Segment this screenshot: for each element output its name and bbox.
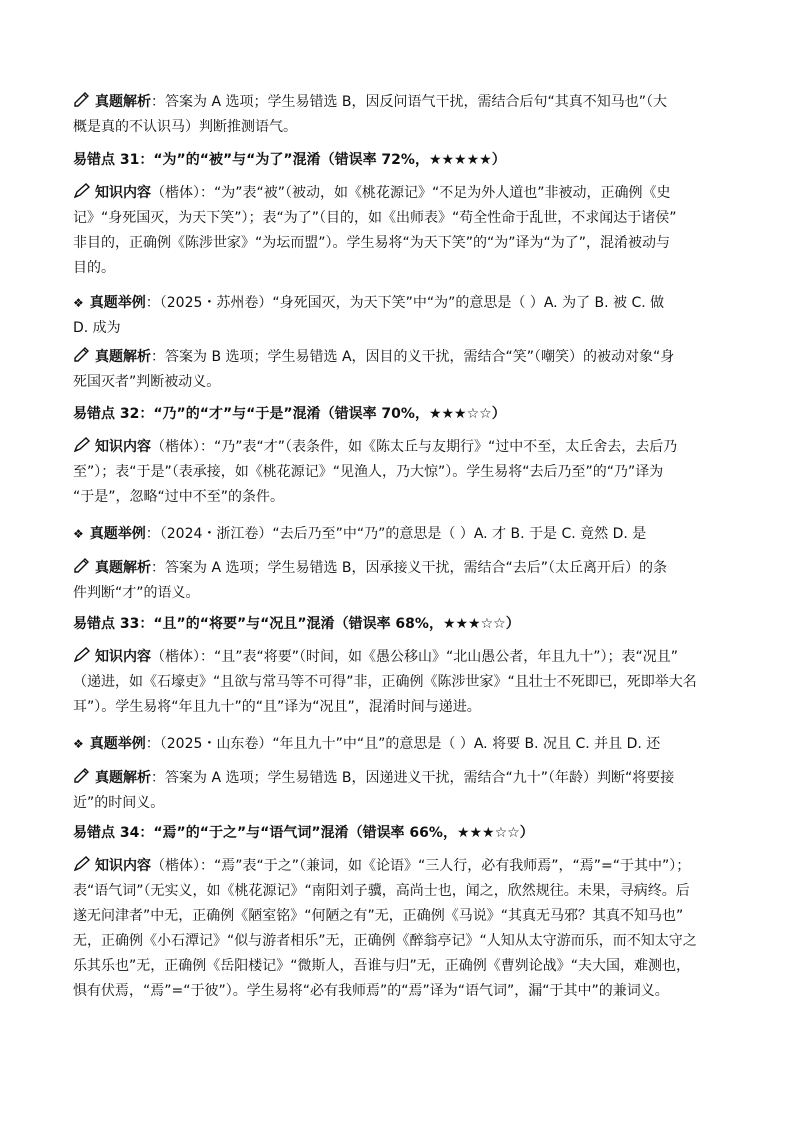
pencil-icon [73,768,91,784]
pencil-icon [73,347,91,363]
example-label: 真题举例 [89,526,146,542]
example-label: 真题举例 [89,736,146,752]
section-31-knowledge [73,181,728,281]
knowledge-label: 知识内容 [95,439,151,455]
knowledge-text-line: 非目的，正确例《陈涉世家》“为坛而盟”）。学生易将“为天下笑”的“为”译为“为了”，混淆被动与 [73,235,671,251]
analysis-text-line: ：答案为 A 选项；学生易错选 B，因承接义干扰，需结合“去后”（太丘离开后）的条 [151,560,668,576]
knowledge-label: 知识内容 [95,185,151,201]
section-32-heading: 易错点 32：“乃”的“才”与“于是”混淆（错误率 70%，★★★☆☆） [73,406,506,422]
section-31-heading: 易错点 31：“为”的“被”与“为了”混淆（错误率 72%，★★★★★） [73,152,506,168]
example-text-line: ：（2025・苏州卷）“身死国灭，为天下笑”中“为”的意思是（ ）A. 为了 B. 被 C. 做 [145,295,665,311]
analysis-label: 真题解析 [95,349,151,365]
analysis-text-line: ：答案为 B 选项；学生易错选 A，因目的义干扰，需结合“笑”（嘲笑）的被动对象“身 [151,349,675,365]
analysis-text-line: ：答案为 A 选项；学生易错选 B，因递进义干扰，需结合“九十”（年龄）判断“将要接 [151,770,675,786]
pencil-icon [73,183,91,199]
diamond-bullet-icon: ❖ [73,296,84,310]
section-31-example [73,291,728,341]
knowledge-text-line: （楷体）：“为”表“被”（被动，如《桃花源记》“不足为外人道也”非被动，正确例《史 [151,185,671,201]
section-33-example [73,732,728,757]
knowledge-text-line: 至”）；表“于是”（表承接，如《桃花源记》“见渔人，乃大惊”）。学生易将“去后乃至”的“乃”译为 [73,464,664,480]
knowledge-text-line: （楷体）：“焉”表“于之”（兼词，如《论语》“三人行，必有我师焉”，“焉”=“于其中”）； [151,858,691,874]
pencil-icon [73,92,91,108]
knowledge-text-line: 表“语气词”（无实义，如《桃花源记》“南阳刘子骥，高尚士也，闻之，欣然规往。未果，寻病终。后 [73,883,690,899]
example-text-line: D. 成为 [73,320,121,336]
section-33-knowledge [73,645,728,720]
pencil-icon [73,437,91,453]
analysis-text-line: 死国灭者”判断被动义。 [73,374,221,390]
example-label: 真题举例 [89,295,146,311]
analysis-text-line: 近”的时间义。 [73,795,165,811]
analysis-label: 真题解析 [95,560,151,576]
section-31-analysis [73,345,728,395]
section-32-example [73,522,728,547]
knowledge-text-line: 目的。 [73,260,115,276]
example-text-line: ：（2025・山东卷）“年且九十”中“且”的意思是（ ）A. 将要 B. 况且 C. 并且 D. 还 [145,736,661,752]
analysis-label: 真题解析 [95,94,151,110]
knowledge-text-line: （递进，如《石壕吏》“且欲与常马等不可得”非，正确例《陈涉世家》“且壮士不死即已，死即举大名 [73,674,697,690]
section-33-analysis [73,766,728,816]
knowledge-text-line: 遂无问津者”中无，正确例《陋室铭》“何陋之有”无，正确例《马说》“其真无马邪？其真不知马也” [73,908,684,924]
knowledge-text-line: 耳”）。学生易将“年且九十”的“且”译为“况且”，混淆时间与递进。 [73,699,481,715]
pencil-icon [73,558,91,574]
section-32-knowledge [73,435,728,510]
analysis-label: 真题解析 [95,770,151,786]
knowledge-text-line: 惧有伏焉，“焉”=“于彼”）。学生易将“必有我师焉”的“焉”译为“语气词”，漏“于其中”的兼词义。 [73,983,669,999]
knowledge-text-line: 乐其乐也”无，正确例《岳阳楼记》“微斯人，吾谁与归”无，正确例《曹刿论战》“夫大国，难测也， [73,958,691,974]
pencil-icon [73,647,91,663]
example-text-line: ：（2024・浙江卷）“去后乃至”中“乃”的意思是（ ）A. 才 B. 于是 C. 竟然 D. 是 [145,526,647,542]
section-34-knowledge [73,854,728,1004]
section-34-heading: 易错点 34：“焉”的“于之”与“语气词”混淆（错误率 66%，★★★☆☆） [73,825,534,841]
knowledge-label: 知识内容 [95,649,151,665]
diamond-bullet-icon: ❖ [73,527,84,541]
knowledge-text-line: 无，正确例《小石潭记》“似与游者相乐”无，正确例《醉翁亭记》“人知从太守游而乐，而不知太守之 [73,933,697,949]
knowledge-text-line: （楷体）：“乃”表“才”（表条件，如《陈太丘与友期行》“过中不至，太丘舍去，去后乃 [151,439,678,455]
analysis-text-line: ：答案为 A 选项；学生易错选 B，因反问语气干扰，需结合后句“其真不知马也”（大 [151,94,668,110]
diamond-bullet-icon: ❖ [73,737,84,751]
analysis-text-line: 件判断“才”的语义。 [73,585,200,601]
section-32-analysis [73,556,728,606]
analysis-text-line: 概是真的不认识马）判断推测语气。 [73,119,297,135]
knowledge-text-line: 记》“身死国灭，为天下笑”）；表“为了”（目的，如《出师表》“苟全性命于乱世，不求闻达于诸侯” [73,210,677,226]
knowledge-text-line: （楷体）：“且”表“将要”（时间，如《愚公移山》“北山愚公者，年且九十”）；表“况且” [151,649,679,665]
knowledge-label: 知识内容 [95,858,151,874]
intro-analysis [73,90,728,140]
section-33-heading: 易错点 33：“且”的“将要”与“况且”混淆（错误率 68%，★★★☆☆） [73,616,520,632]
pencil-icon [73,856,91,872]
knowledge-text-line: “于是”，忽略“过中不至”的条件。 [73,489,285,505]
